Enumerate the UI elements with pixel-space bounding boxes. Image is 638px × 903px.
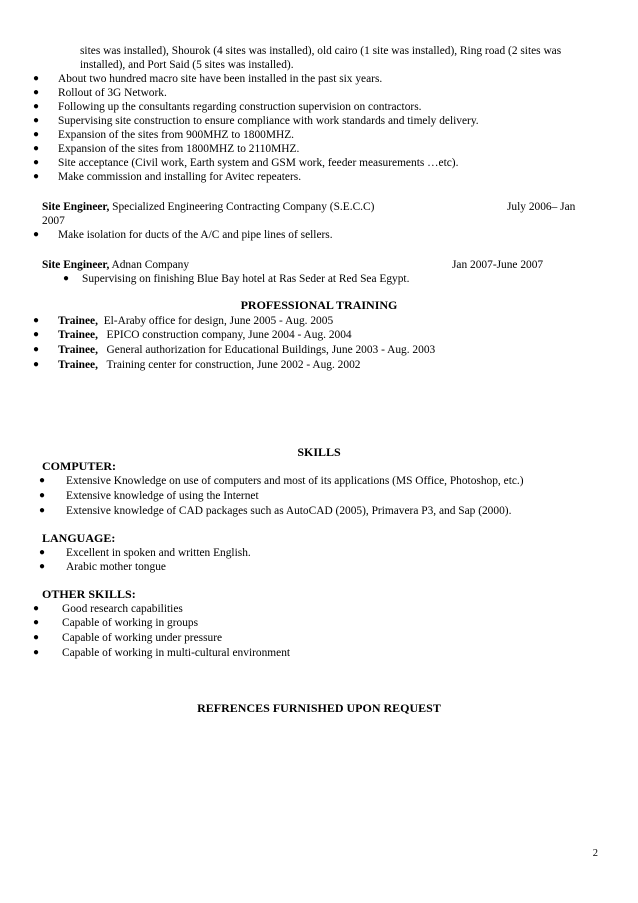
- separator: ,: [95, 344, 98, 356]
- list-item: Capable of working in multi-cultural environment: [62, 647, 291, 659]
- training-detail: Training center for construction, June 2002 - Aug. 2002: [106, 359, 361, 371]
- list-item: Expansion of the sites from 1800MHZ to 2110MHZ.: [58, 143, 300, 155]
- list-item: Capable of working in groups: [62, 617, 199, 629]
- list-item: Supervising on finishing Blue Bay hotel at Ras Seder at Red Sea Egypt.: [82, 273, 410, 285]
- bullet-icon: ●: [32, 101, 40, 112]
- list-item: About two hundred macro site have been installed in the past six years.: [58, 73, 383, 85]
- bullet-icon: ●: [32, 229, 40, 240]
- company-name: Specialized Engineering Contracting Company (S.E.C.C): [112, 201, 375, 213]
- job-date: Jan 2007-June 2007: [452, 259, 544, 271]
- trainee-label: Trainee: [58, 315, 96, 327]
- training-detail: EPICO construction company, June 2004 - Aug. 2004: [106, 329, 352, 341]
- section-heading-training: PROFESSIONAL TRAINING: [240, 298, 398, 312]
- list-item: Following up the consultants regarding construction supervision on contractors.: [58, 101, 422, 113]
- job-date-continued: 2007: [42, 215, 65, 227]
- training-detail: El-Araby office for design, June 2005 - Aug. 2005: [103, 315, 334, 327]
- bullet-icon: ●: [32, 315, 40, 326]
- trainee-label: Trainee: [58, 359, 96, 371]
- list-item: Rollout of 3G Network.: [58, 87, 167, 99]
- job-heading: [42, 258, 189, 272]
- bullet-icon: ●: [32, 115, 40, 126]
- list-item: Expansion of the sites from 900MHZ to 1800MHZ.: [58, 129, 295, 141]
- bullet-icon: ●: [32, 73, 40, 84]
- other-skills-heading: OTHER SKILLS:: [42, 587, 136, 601]
- bullet-icon: ●: [32, 157, 40, 168]
- bullet-icon: ●: [32, 632, 40, 643]
- language-heading: LANGUAGE:: [42, 531, 116, 545]
- bullet-icon: ●: [32, 617, 40, 628]
- bullet-icon: ●: [32, 129, 40, 140]
- bullet-icon: ●: [62, 273, 70, 284]
- section-heading-skills: SKILLS: [297, 445, 341, 459]
- training-detail: General authorization for Educational Buildings, June 2003 - Aug. 2003: [106, 344, 436, 356]
- bullet-icon: ●: [32, 344, 40, 355]
- list-item: [58, 328, 352, 342]
- bullet-icon: ●: [32, 647, 40, 658]
- job-heading: [42, 200, 374, 214]
- list-item: Extensive knowledge of using the Internet: [66, 490, 259, 502]
- trainee-label: Trainee: [58, 329, 96, 341]
- bullet-icon: ●: [38, 547, 46, 558]
- list-item: Make isolation for ducts of the A/C and pipe lines of sellers.: [58, 229, 333, 241]
- bullet-icon: ●: [32, 87, 40, 98]
- list-item: Excellent in spoken and written English.: [66, 547, 251, 559]
- computer-heading: COMPUTER:: [42, 459, 116, 473]
- list-item: Capable of working under pressure: [62, 632, 223, 644]
- list-item: Supervising site construction to ensure compliance with work standards and timely delivery.: [58, 115, 479, 127]
- job-date: July 2006– Jan: [507, 201, 576, 213]
- bullet-icon: ●: [38, 475, 46, 486]
- trainee-label: Trainee: [58, 344, 96, 356]
- bullet-icon: ●: [32, 359, 40, 370]
- intro-continuation-line-1: sites was installed), Shourok (4 sites was installed), old cairo (1 site was installed), Ring road (2 sites was: [80, 45, 562, 57]
- bullet-icon: ●: [38, 505, 46, 516]
- list-item: Extensive knowledge of CAD packages such as AutoCAD (2005), Primavera P3, and Sap (2000).: [66, 505, 512, 517]
- list-item: [58, 314, 333, 328]
- separator: ,: [95, 329, 98, 341]
- bullet-icon: ●: [32, 143, 40, 154]
- list-item: [58, 358, 360, 372]
- list-item: Extensive Knowledge on use of computers and most of its applications (MS Office, Photoshop, etc.): [66, 475, 524, 487]
- job-title: Site Engineer,: [42, 201, 110, 213]
- list-item: Arabic mother tongue: [66, 561, 166, 573]
- company-name: Adnan Company: [111, 259, 190, 271]
- list-item: [58, 343, 435, 357]
- bullet-icon: ●: [32, 171, 40, 182]
- page-number: 2: [592, 848, 598, 859]
- list-item: Site acceptance (Civil work, Earth system and GSM work, feeder measurements …etc).: [58, 157, 459, 169]
- bullet-icon: ●: [38, 561, 46, 572]
- intro-continuation-line-2: installed), and Port Said (5 sites was installed).: [80, 59, 294, 71]
- bullet-icon: ●: [32, 329, 40, 340]
- bullet-icon: ●: [32, 603, 40, 614]
- list-item: Good research capabilities: [62, 603, 183, 615]
- separator: ,: [95, 315, 98, 327]
- job-title: Site Engineer,: [42, 259, 110, 271]
- separator: ,: [95, 359, 98, 371]
- references-note: REFRENCES FURNISHED UPON REQUEST: [197, 701, 441, 715]
- bullet-icon: ●: [38, 490, 46, 501]
- list-item: Make commission and installing for Avitec repeaters.: [58, 171, 302, 183]
